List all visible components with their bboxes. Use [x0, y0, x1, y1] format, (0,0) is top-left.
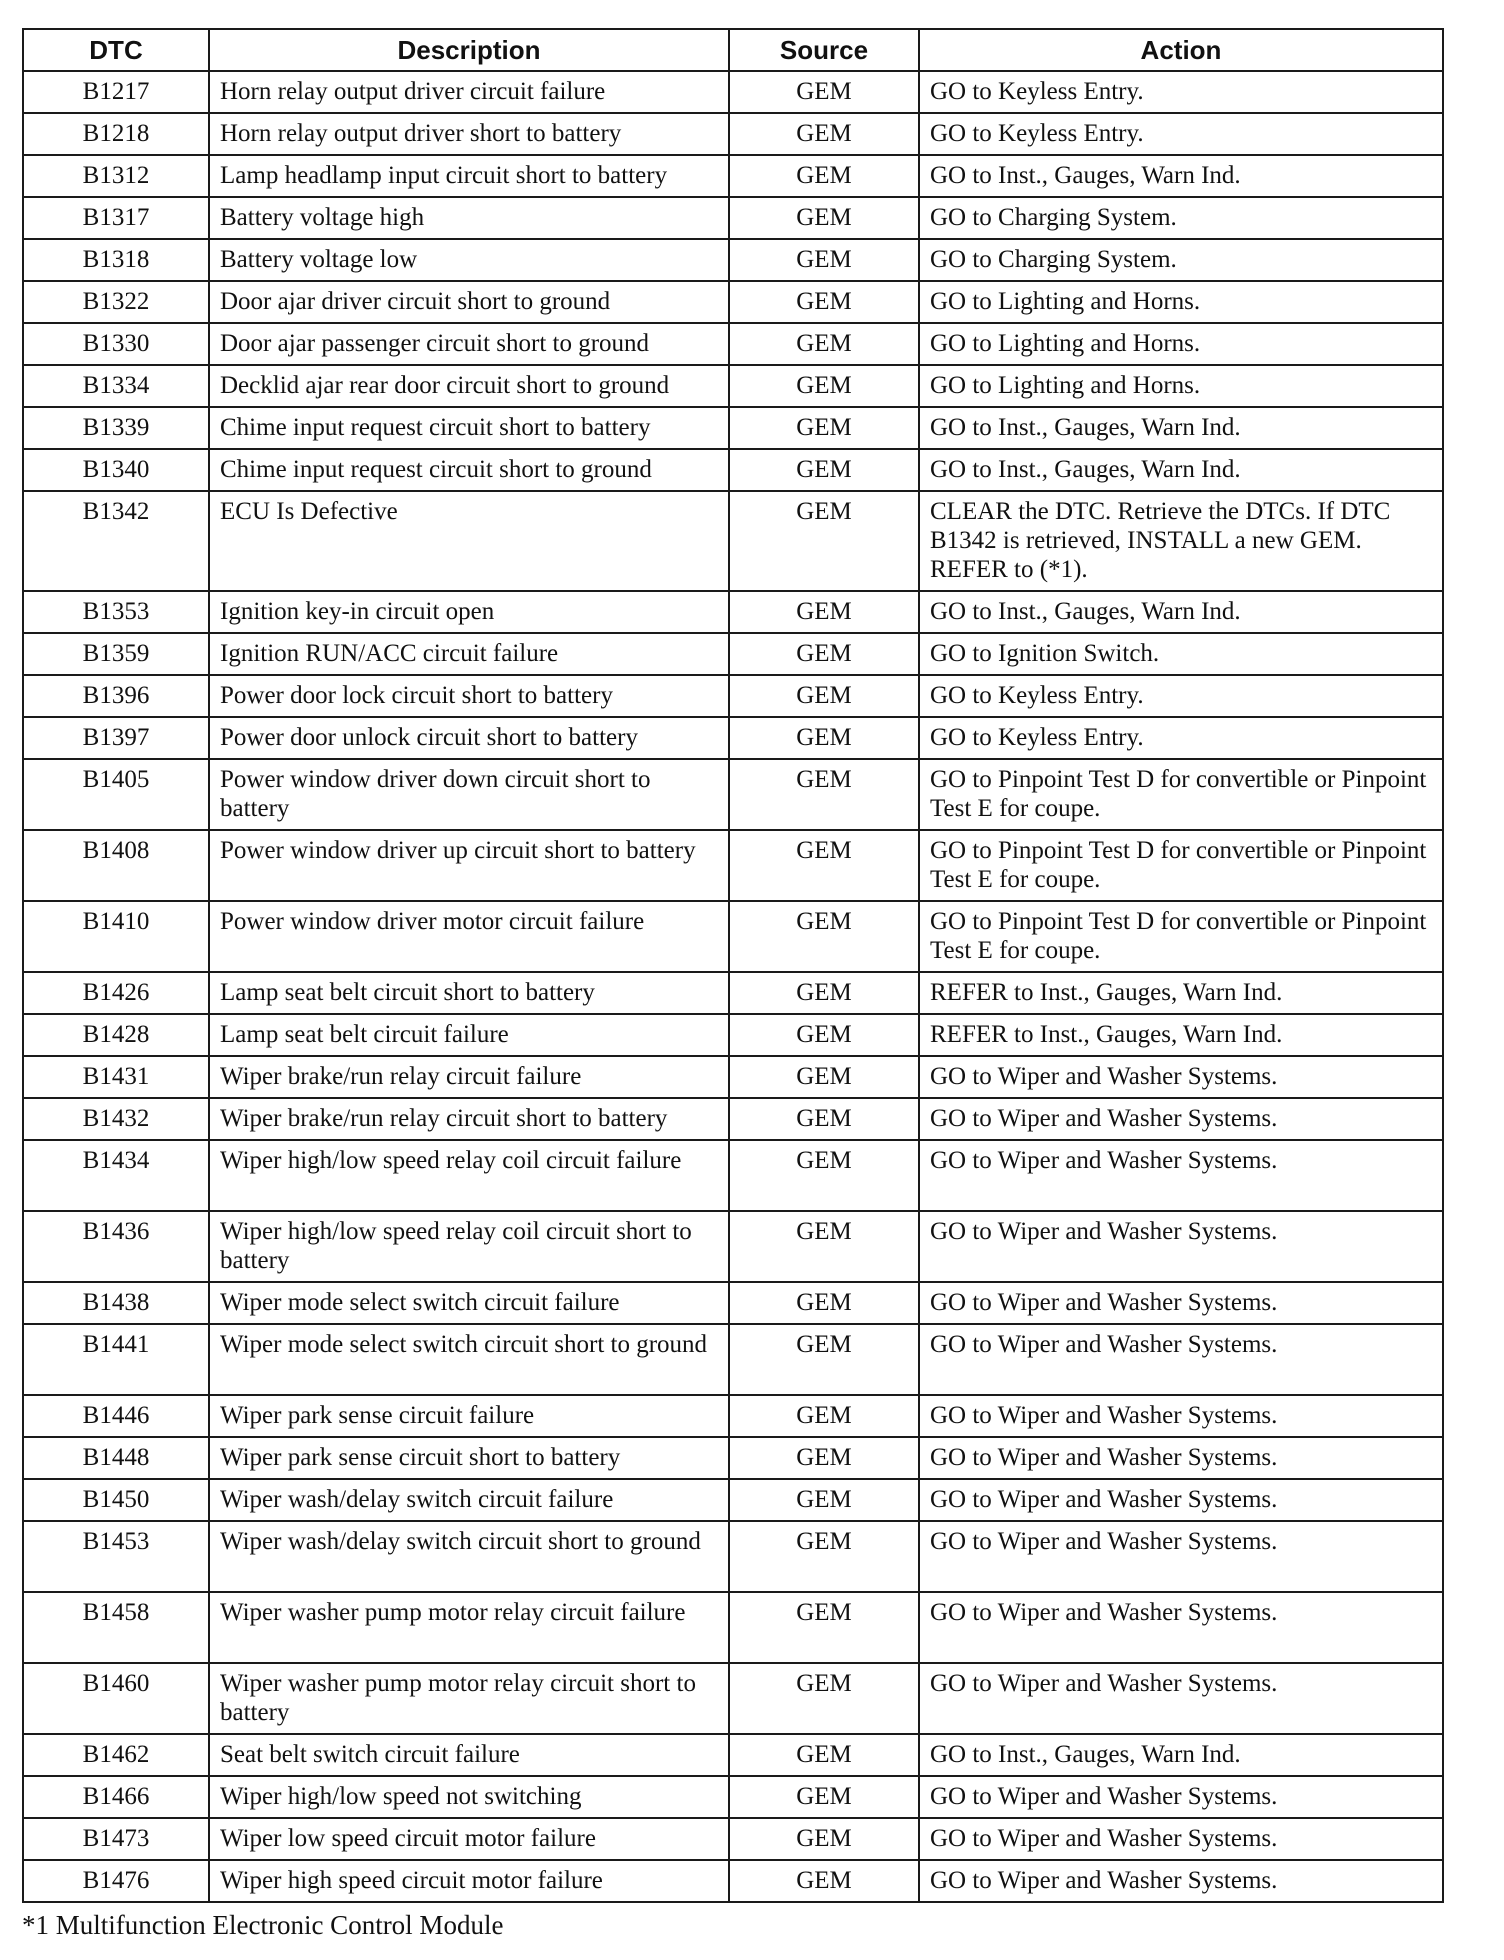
source-cell: GEM — [729, 972, 919, 1014]
dtc-code-cell: B1473 — [23, 1818, 209, 1860]
description-cell: Wiper high speed circuit motor failure — [209, 1860, 729, 1902]
description-cell: Wiper high/low speed relay coil circuit failure — [209, 1140, 729, 1211]
source-cell: GEM — [729, 1734, 919, 1776]
source-cell: GEM — [729, 1663, 919, 1734]
dtc-code-cell: B1426 — [23, 972, 209, 1014]
source-cell: GEM — [729, 591, 919, 633]
table-row — [23, 830, 1443, 901]
table-row — [23, 1098, 1443, 1140]
action-cell: GO to Inst., Gauges, Warn Ind. — [919, 1734, 1443, 1776]
action-cell: GO to Wiper and Washer Systems. — [919, 1056, 1443, 1098]
action-cell: GO to Wiper and Washer Systems. — [919, 1140, 1443, 1211]
table-row — [23, 1282, 1443, 1324]
source-cell: GEM — [729, 1818, 919, 1860]
action-cell: GO to Wiper and Washer Systems. — [919, 1324, 1443, 1395]
dtc-code-cell: B1359 — [23, 633, 209, 675]
description-cell: Lamp headlamp input circuit short to battery — [209, 155, 729, 197]
table-body — [23, 71, 1443, 1902]
table-row — [23, 1056, 1443, 1098]
dtc-code-cell: B1410 — [23, 901, 209, 972]
dtc-code-cell: B1446 — [23, 1395, 209, 1437]
dtc-code-cell: B1434 — [23, 1140, 209, 1211]
description-cell: Wiper wash/delay switch circuit failure — [209, 1479, 729, 1521]
source-cell: GEM — [729, 1437, 919, 1479]
dtc-code-cell: B1476 — [23, 1860, 209, 1902]
dtc-code-cell: B1462 — [23, 1734, 209, 1776]
description-cell: Power door unlock circuit short to battery — [209, 717, 729, 759]
source-cell: GEM — [729, 1140, 919, 1211]
source-cell: GEM — [729, 675, 919, 717]
table-row — [23, 759, 1443, 830]
action-cell: GO to Lighting and Horns. — [919, 323, 1443, 365]
source-cell: GEM — [729, 1479, 919, 1521]
dtc-code-cell: B1340 — [23, 449, 209, 491]
dtc-code-cell: B1218 — [23, 113, 209, 155]
source-cell: GEM — [729, 1776, 919, 1818]
dtc-code-cell: B1396 — [23, 675, 209, 717]
dtc-code-cell: B1334 — [23, 365, 209, 407]
source-cell: GEM — [729, 1014, 919, 1056]
source-cell: GEM — [729, 197, 919, 239]
source-cell: GEM — [729, 1521, 919, 1592]
description-cell: Chime input request circuit short to battery — [209, 407, 729, 449]
description-cell: Wiper mode select switch circuit failure — [209, 1282, 729, 1324]
action-cell: REFER to Inst., Gauges, Warn Ind. — [919, 972, 1443, 1014]
table-row — [23, 675, 1443, 717]
source-cell: GEM — [729, 1860, 919, 1902]
description-cell: Wiper brake/run relay circuit short to battery — [209, 1098, 729, 1140]
table-row — [23, 365, 1443, 407]
action-cell: GO to Lighting and Horns. — [919, 281, 1443, 323]
table-row — [23, 239, 1443, 281]
dtc-code-cell: B1466 — [23, 1776, 209, 1818]
table-row — [23, 1395, 1443, 1437]
action-cell: GO to Pinpoint Test D for convertible or Pinpoint Test E for coupe. — [919, 759, 1443, 830]
dtc-code-cell: B1432 — [23, 1098, 209, 1140]
dtc-code-cell: B1441 — [23, 1324, 209, 1395]
action-cell: GO to Wiper and Washer Systems. — [919, 1776, 1443, 1818]
dtc-code-cell: B1405 — [23, 759, 209, 830]
source-cell: GEM — [729, 113, 919, 155]
table-row — [23, 633, 1443, 675]
table-row — [23, 407, 1443, 449]
description-cell: Decklid ajar rear door circuit short to ground — [209, 365, 729, 407]
source-cell: GEM — [729, 71, 919, 113]
table-row — [23, 1014, 1443, 1056]
source-cell: GEM — [729, 1282, 919, 1324]
dtc-code-cell: B1453 — [23, 1521, 209, 1592]
description-cell: Wiper high/low speed relay coil circuit short to battery — [209, 1211, 729, 1282]
source-cell: GEM — [729, 491, 919, 591]
action-cell: GO to Wiper and Washer Systems. — [919, 1211, 1443, 1282]
table-row — [23, 281, 1443, 323]
description-cell: Wiper wash/delay switch circuit short to ground — [209, 1521, 729, 1592]
table-row — [23, 717, 1443, 759]
description-cell: Wiper washer pump motor relay circuit failure — [209, 1592, 729, 1663]
table-row — [23, 113, 1443, 155]
table-row — [23, 197, 1443, 239]
dtc-code-cell: B1342 — [23, 491, 209, 591]
description-cell: Power window driver down circuit short to battery — [209, 759, 729, 830]
table-row — [23, 1776, 1443, 1818]
header-dtc: DTC — [23, 29, 209, 71]
action-cell: GO to Charging System. — [919, 239, 1443, 281]
action-cell: GO to Wiper and Washer Systems. — [919, 1860, 1443, 1902]
action-cell: GO to Inst., Gauges, Warn Ind. — [919, 591, 1443, 633]
dtc-table — [22, 28, 1444, 1903]
table-row — [23, 972, 1443, 1014]
action-cell: GO to Keyless Entry. — [919, 113, 1443, 155]
dtc-code-cell: B1450 — [23, 1479, 209, 1521]
description-cell: Wiper brake/run relay circuit failure — [209, 1056, 729, 1098]
source-cell: GEM — [729, 281, 919, 323]
source-cell: GEM — [729, 1395, 919, 1437]
description-cell: Wiper mode select switch circuit short to ground — [209, 1324, 729, 1395]
source-cell: GEM — [729, 365, 919, 407]
table-row — [23, 1437, 1443, 1479]
table-row — [23, 323, 1443, 365]
description-cell: Door ajar driver circuit short to ground — [209, 281, 729, 323]
table-row — [23, 1860, 1443, 1902]
header-source: Source — [729, 29, 919, 71]
action-cell: GO to Pinpoint Test D for convertible or Pinpoint Test E for coupe. — [919, 901, 1443, 972]
description-cell: Chime input request circuit short to ground — [209, 449, 729, 491]
source-cell: GEM — [729, 1211, 919, 1282]
source-cell: GEM — [729, 717, 919, 759]
source-cell: GEM — [729, 830, 919, 901]
description-cell: Ignition key-in circuit open — [209, 591, 729, 633]
footnote: *1 Multifunction Electronic Control Module — [22, 1910, 504, 1940]
action-cell: GO to Wiper and Washer Systems. — [919, 1437, 1443, 1479]
table-row — [23, 591, 1443, 633]
dtc-code-cell: B1312 — [23, 155, 209, 197]
action-cell: GO to Wiper and Washer Systems. — [919, 1098, 1443, 1140]
action-cell: GO to Keyless Entry. — [919, 71, 1443, 113]
dtc-code-cell: B1353 — [23, 591, 209, 633]
dtc-code-cell: B1448 — [23, 1437, 209, 1479]
description-cell: Lamp seat belt circuit short to battery — [209, 972, 729, 1014]
source-cell: GEM — [729, 407, 919, 449]
action-cell: GO to Wiper and Washer Systems. — [919, 1282, 1443, 1324]
action-cell: CLEAR the DTC. Retrieve the DTCs. If DTC B1342 is retrieved, INSTALL a new GEM. REFER to (*1). — [919, 491, 1443, 591]
action-cell: REFER to Inst., Gauges, Warn Ind. — [919, 1014, 1443, 1056]
description-cell: Battery voltage high — [209, 197, 729, 239]
action-cell: GO to Wiper and Washer Systems. — [919, 1663, 1443, 1734]
table-row — [23, 71, 1443, 113]
description-cell: Power window driver up circuit short to battery — [209, 830, 729, 901]
description-cell: Horn relay output driver short to battery — [209, 113, 729, 155]
description-cell: Wiper park sense circuit short to battery — [209, 1437, 729, 1479]
source-cell: GEM — [729, 633, 919, 675]
description-cell: Power door lock circuit short to battery — [209, 675, 729, 717]
dtc-code-cell: B1458 — [23, 1592, 209, 1663]
action-cell: GO to Charging System. — [919, 197, 1443, 239]
description-cell: Lamp seat belt circuit failure — [209, 1014, 729, 1056]
action-cell: GO to Pinpoint Test D for convertible or Pinpoint Test E for coupe. — [919, 830, 1443, 901]
source-cell: GEM — [729, 155, 919, 197]
table-row — [23, 1140, 1443, 1211]
action-cell: GO to Wiper and Washer Systems. — [919, 1479, 1443, 1521]
action-cell: GO to Wiper and Washer Systems. — [919, 1592, 1443, 1663]
table-row — [23, 901, 1443, 972]
table-row — [23, 1521, 1443, 1592]
action-cell: GO to Lighting and Horns. — [919, 365, 1443, 407]
table-row — [23, 155, 1443, 197]
dtc-code-cell: B1460 — [23, 1663, 209, 1734]
description-cell: Wiper washer pump motor relay circuit short to battery — [209, 1663, 729, 1734]
description-cell: Door ajar passenger circuit short to ground — [209, 323, 729, 365]
source-cell: GEM — [729, 759, 919, 830]
description-cell: Horn relay output driver circuit failure — [209, 71, 729, 113]
dtc-code-cell: B1339 — [23, 407, 209, 449]
source-cell: GEM — [729, 1324, 919, 1395]
action-cell: GO to Keyless Entry. — [919, 717, 1443, 759]
description-cell: Power window driver motor circuit failure — [209, 901, 729, 972]
action-cell: GO to Wiper and Washer Systems. — [919, 1521, 1443, 1592]
description-cell: Wiper park sense circuit failure — [209, 1395, 729, 1437]
dtc-code-cell: B1317 — [23, 197, 209, 239]
table-header-row — [23, 29, 1443, 71]
dtc-code-cell: B1431 — [23, 1056, 209, 1098]
source-cell: GEM — [729, 1056, 919, 1098]
table-row — [23, 449, 1443, 491]
description-cell: Ignition RUN/ACC circuit failure — [209, 633, 729, 675]
dtc-code-cell: B1438 — [23, 1282, 209, 1324]
dtc-code-cell: B1436 — [23, 1211, 209, 1282]
action-cell: GO to Inst., Gauges, Warn Ind. — [919, 155, 1443, 197]
table-row — [23, 1592, 1443, 1663]
table-row — [23, 491, 1443, 591]
description-cell: Seat belt switch circuit failure — [209, 1734, 729, 1776]
description-cell: Battery voltage low — [209, 239, 729, 281]
header-description: Description — [209, 29, 729, 71]
table-row — [23, 1211, 1443, 1282]
action-cell: GO to Inst., Gauges, Warn Ind. — [919, 449, 1443, 491]
dtc-code-cell: B1408 — [23, 830, 209, 901]
source-cell: GEM — [729, 901, 919, 972]
table-row — [23, 1663, 1443, 1734]
table-row — [23, 1734, 1443, 1776]
source-cell: GEM — [729, 323, 919, 365]
action-cell: GO to Keyless Entry. — [919, 675, 1443, 717]
dtc-code-cell: B1318 — [23, 239, 209, 281]
dtc-table-container — [22, 28, 1442, 1903]
description-cell: Wiper low speed circuit motor failure — [209, 1818, 729, 1860]
dtc-code-cell: B1397 — [23, 717, 209, 759]
table-row — [23, 1479, 1443, 1521]
header-action: Action — [919, 29, 1443, 71]
dtc-code-cell: B1322 — [23, 281, 209, 323]
table-row — [23, 1324, 1443, 1395]
action-cell: GO to Wiper and Washer Systems. — [919, 1818, 1443, 1860]
dtc-code-cell: B1330 — [23, 323, 209, 365]
source-cell: GEM — [729, 239, 919, 281]
table-row — [23, 1818, 1443, 1860]
action-cell: GO to Ignition Switch. — [919, 633, 1443, 675]
action-cell: GO to Wiper and Washer Systems. — [919, 1395, 1443, 1437]
source-cell: GEM — [729, 1592, 919, 1663]
description-cell: ECU Is Defective — [209, 491, 729, 591]
dtc-code-cell: B1428 — [23, 1014, 209, 1056]
description-cell: Wiper high/low speed not switching — [209, 1776, 729, 1818]
dtc-code-cell: B1217 — [23, 71, 209, 113]
action-cell: GO to Inst., Gauges, Warn Ind. — [919, 407, 1443, 449]
source-cell: GEM — [729, 1098, 919, 1140]
source-cell: GEM — [729, 449, 919, 491]
